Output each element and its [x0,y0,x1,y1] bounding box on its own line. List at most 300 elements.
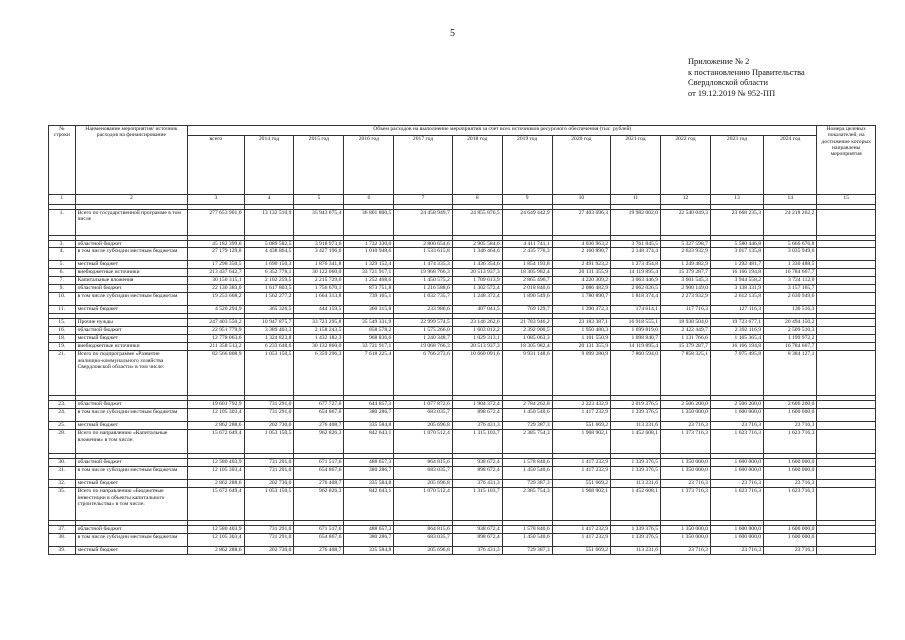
cell-amount: 1 053 150,5 [244,488,294,521]
cell-amount: 2 506 200,0 [661,401,711,409]
row-label: Капитальные вложения [75,277,188,285]
cell-amount: 3 138 331,9 [710,285,763,293]
cell-amount: 2 160 890,7 [552,248,610,261]
cell-amount: 23 668 235,3 [710,210,763,236]
cell-indicators [817,210,876,236]
cell-amount: 1 070 512,4 [394,430,452,454]
cell-amount: 2 392 900,5 [502,327,552,335]
cell-amount: 3 724 112,0 [764,277,817,285]
cell-amount: 677 727,6 [294,401,344,409]
cell-amount: 3 035 949,6 [764,248,817,261]
row-number: 25. [49,422,76,430]
cell-amount: 335 584,8 [344,422,394,430]
cell-total: 82 566 808,9 [188,351,244,396]
cell-amount: 2 491 923,2 [552,261,610,269]
cell-amount: 23 716,3 [710,547,763,555]
cell-amount: 24 458 949,7 [394,210,452,236]
cell-amount: 2 800 654,6 [394,241,452,248]
cell-amount: 1 350 000,0 [661,409,711,422]
cell-amount: 2 062 026,5 [611,285,661,293]
cell-amount: 2 158 243,5 [294,327,344,335]
cell-amount: 1 854 193,8 [502,261,552,269]
table-row [49,261,876,269]
cell-amount: 205 696,8 [394,422,452,430]
cell-amount: 1 533 615,8 [394,248,452,261]
cell-amount: 1 292 481,7 [710,261,763,269]
cell-amount: 671 517,6 [294,526,344,534]
cell-amount: 2 086 482,9 [552,285,610,293]
cell-amount: 23 716,3 [710,480,763,488]
cell-amount: 1 664 313,8 [294,293,344,306]
cell-amount: 1 053 150,5 [244,351,294,396]
row-number: 23. [49,401,76,409]
cell-amount: 33 723 295,8 [294,319,344,327]
cell-amount: 33 721 917,1 [344,269,394,277]
column-numbers-row [49,195,876,205]
cell-amount: 864 815,6 [394,526,452,534]
cell-amount: 731 291,0 [244,534,294,547]
header-year: 2022 год [661,136,711,195]
header-year: 2020 год [552,136,610,195]
cell-amount: 205 696,8 [394,480,452,488]
cell-amount: 376 431,3 [452,480,502,488]
cell-amount: 6 352 778,1 [244,269,294,277]
table-body [49,195,876,555]
cell-amount: 1 450 540,6 [502,534,552,547]
cell-total: 4 520 294,9 [188,306,244,314]
cell-total: 27 179 129,8 [188,248,244,261]
cell-amount: 6 233 648,6 [244,343,294,351]
cell-amount: 731 291,0 [244,401,294,409]
cell-amount: 1 950 480,3 [552,327,610,335]
cell-amount: 1 600 000,0 [710,526,763,534]
cell-indicators [817,248,876,261]
cell-total: 2 862 288,6 [188,480,244,488]
cell-amount: 864 815,6 [394,459,452,467]
cell-amount: 962 826,3 [294,488,344,521]
cell-amount: 2 784 262,8 [502,401,552,409]
cell-amount: 117 716,3 [661,306,711,314]
header-year: 2024 год [764,136,817,195]
row-number: 1. [49,210,76,236]
cell-amount: 16 166 194,8 [710,269,763,277]
cell-amount: 376 431,3 [452,422,502,430]
cell-indicators [817,319,876,327]
cell-total: 12 580 403,9 [188,459,244,467]
column-number: 9 [502,195,552,205]
cell-amount: 21 783 946,2 [502,319,552,327]
cell-amount: 5 089 582,5 [244,241,294,248]
row-number: 16. [49,327,76,335]
header-total: всего [188,136,244,195]
row-number: 11. [49,306,76,314]
cell-amount: 233 986,6 [394,306,452,314]
cell-amount: 2 273 932,9 [661,293,711,306]
row-number: 9. [49,285,76,293]
header-indicators: Номера целевых показателей, на достижение которых направлены мероприятия [817,126,876,195]
cell-amount: 1 600 000,0 [764,459,817,467]
cell-amount: 2 019 376,5 [611,401,661,409]
cell-amount: 842 643,1 [344,430,394,454]
table-row [49,547,876,555]
cell-amount: 23 716,3 [764,547,817,555]
header-row-number: № строки [49,126,76,195]
cell-amount: 360 315,8 [344,306,394,314]
cell-amount: 1 324 823,8 [244,335,294,343]
cell-amount: 1 339 376,5 [611,467,661,480]
header-span: Объем расходов на выполнение мероприятия за счет всех источников ресурсного обеспечения (тыс. рублей) [188,126,817,136]
cell-indicators [817,285,876,293]
cell-indicators [817,401,876,409]
row-number: 3. [49,241,76,248]
cell-amount: 551 669,2 [552,422,610,430]
cell-amount: 6 766 273,6 [394,351,452,396]
row-label: областной бюджет [75,401,188,409]
cell-amount: 1 165 365,4 [710,335,763,343]
row-number: 31. [49,467,76,480]
cell-amount: 1 432 182,3 [294,335,344,343]
cell-indicators [817,351,876,396]
cell-amount: 24 855 876,5 [452,210,502,236]
row-label: местный бюджет [75,306,188,314]
cell-amount: 7 975 495,8 [710,351,763,396]
cell-amount: 7 618 225,4 [344,351,394,396]
cell-amount: 3 017 135,8 [710,248,763,261]
column-number: 15 [817,195,876,205]
cell-amount: 1 876 341,8 [294,261,344,269]
cell-amount: 1 603 012,2 [452,327,502,335]
cell-amount: 1 131 766,6 [661,335,711,343]
cell-amount: 1 339 376,5 [611,409,661,422]
cell-amount: 276 408,7 [294,547,344,555]
column-number: 4 [244,195,294,205]
cell-amount: 16 784 667,7 [764,269,817,277]
cell-amount: 23 716,3 [710,422,763,430]
row-label: в том числе субсидии местным бюджетам [75,467,188,480]
cell-amount: 30 122 060,0 [294,269,344,277]
cell-amount: 962 826,3 [294,430,344,454]
cell-amount: 113 231,6 [611,547,661,555]
cell-amount: 1 600 000,0 [710,534,763,547]
row-label: Всего по направлению «Бюджетные инвестиции в объекты капитального строительства» в том числе: [75,488,188,521]
cell-amount: 968 836,6 [344,335,394,343]
cell-amount: 1 350 000,0 [661,526,711,534]
cell-indicators [817,241,876,248]
cell-total: 12 778 063,6 [188,335,244,343]
cell-amount: 407 041,5 [452,306,502,314]
cell-amount: 1 010 948,6 [344,248,394,261]
cell-amount: 35 943 075,4 [294,210,344,236]
cell-amount: 654 867,6 [294,409,344,422]
header-year: 2021 год [611,136,661,195]
cell-amount: 1 452 608,1 [611,430,661,454]
cell-amount: 23 183 387,1 [552,319,610,327]
cell-amount: 276 408,7 [294,422,344,430]
cell-amount: 4 036 963,2 [552,241,610,248]
cell-indicators [817,306,876,314]
cell-amount: 15 379 287,7 [661,343,711,351]
column-number: 7 [394,195,452,205]
cell-amount: 23 716,3 [661,547,711,555]
cell-amount: 1 216 588,6 [394,285,452,293]
cell-amount: 1 098 840,7 [611,335,661,343]
cell-amount: 1 417 232,9 [552,534,610,547]
cell-amount: 1 968 902,1 [552,430,610,454]
cell-amount: 1 617 803,5 [244,285,294,293]
cell-amount: 380 286,7 [344,534,394,547]
row-label: местный бюджет [75,422,188,430]
cell-amount: 3 063 446,9 [611,277,661,285]
cell-amount: 3 944 558,2 [710,277,763,285]
cell-amount: 1 474 335,3 [394,261,452,269]
cell-amount: 113 231,6 [611,422,661,430]
cell-indicators [817,327,876,335]
cell-amount: 1 600 000,0 [710,409,763,422]
column-number: 11 [611,195,661,205]
row-number: 10. [49,293,76,306]
cell-amount: 23 716,3 [661,422,711,430]
table-row [49,488,876,521]
cell-amount: 16 918 555,1 [611,319,661,327]
cell-amount: 2 018 840,6 [502,285,552,293]
cell-amount: 10 660 091,6 [452,351,502,396]
cell-amount: 35 549 331,9 [344,319,394,327]
row-label: Всего по подпрограмме «Развитие жилищно-коммунального хозяйства Свердловской области» в том числе: [75,351,188,396]
cell-total: 17 298 350,5 [188,261,244,269]
row-number: 28. [49,430,76,454]
cell-indicators [817,409,876,422]
table-row [49,335,876,343]
cell-amount: 731 291,0 [244,459,294,467]
cell-amount: 19 723 677,1 [710,319,763,327]
cell-amount: 2 905 584,6 [452,241,502,248]
cell-amount: 27 403 696,3 [552,210,610,236]
cell-amount: 1 085 063,3 [502,335,552,343]
cell-amount: 729 387,3 [502,422,552,430]
row-label: внебюджетные источники [75,343,188,351]
row-number: 4. [49,248,76,261]
row-number: 21. [49,351,76,396]
row-number: 18. [49,335,76,343]
row-number: 24. [49,409,76,422]
cell-amount: 1 600 000,0 [764,467,817,480]
table-row [49,343,876,351]
cell-amount: 380 286,7 [344,467,394,480]
cell-amount: 1 890 549,6 [502,293,552,306]
cell-amount: 7 858 325,1 [661,351,711,396]
table-row [49,480,876,488]
cell-amount: 1 732 330,0 [344,241,394,248]
cell-amount: 671 517,6 [294,459,344,467]
table-row [49,285,876,293]
cell-amount: 1 623 716,3 [764,488,817,521]
cell-amount: 4 438 864,5 [244,248,294,261]
cell-amount: 3 601 545,3 [661,277,711,285]
cell-amount: 113 231,6 [611,480,661,488]
cell-amount: 683 035,7 [394,534,452,547]
cell-total: 30 150 315,1 [188,277,244,285]
cell-amount: 1 756 670,1 [294,285,344,293]
cell-amount: 2 223 432,9 [552,401,610,409]
cell-amount: 1 315 103,7 [452,488,502,521]
table-row [49,422,876,430]
cell-amount: 23 716,3 [764,422,817,430]
column-number: 6 [344,195,394,205]
cell-amount: 8 384 127,1 [764,351,817,396]
cell-amount: 1 709 613,9 [452,277,502,285]
table-row [49,293,876,306]
table-row [49,306,876,314]
cell-amount: 24 649 442,9 [502,210,552,236]
page-number: 5 [450,28,455,39]
appendix-title: Приложение № 2 [688,57,750,66]
cell-amount: 14 119 895,4 [611,269,661,277]
cell-amount: 488 657,3 [344,459,394,467]
cell-amount: 13 132 510,9 [244,210,294,236]
cell-amount: 19 982 002,0 [611,210,661,236]
cell-amount: 23 146 262,6 [452,319,502,327]
cell-amount: 1 077 872,6 [394,401,452,409]
cell-amount: 335 584,8 [344,547,394,555]
cell-amount: 1 373 716,3 [661,430,711,454]
cell-amount: 365 326,5 [244,306,294,314]
cell-amount: 1 339 376,5 [611,459,661,467]
row-label: областной бюджет [75,241,188,248]
cell-amount: 1 032 735,7 [394,293,452,306]
cell-total: 2 862 288,6 [188,547,244,555]
row-label: местный бюджет [75,335,188,343]
cell-amount: 20 494 150,2 [764,319,817,327]
cell-amount: 1 199 972,2 [764,335,817,343]
row-label: областной бюджет [75,526,188,534]
cell-amount: 1 575 266,0 [394,327,452,335]
cell-amount: 2 148 374,4 [611,248,661,261]
cell-amount: 1 330 488,5 [764,261,817,269]
cell-total: 12 105 303,4 [188,467,244,480]
row-label: местный бюджет [75,261,188,269]
table-row [49,526,876,534]
cell-amount: 1 562 277,2 [244,293,294,306]
cell-total: 12 105 303,4 [188,534,244,547]
cell-amount: 1 249 482,9 [661,261,711,269]
cell-amount: 20 131 355,9 [552,343,610,351]
cell-amount: 1 818 374,4 [611,293,661,306]
cell-amount: 3 157 165,7 [764,285,817,293]
cell-amount: 3 427 196,6 [294,248,344,261]
cell-amount: 1 390 372,3 [552,306,610,314]
cell-amount: 2 422 449,7 [661,327,711,335]
row-label: областной бюджет [75,327,188,335]
header-year: 2015 год [294,136,344,195]
column-number: 5 [294,195,344,205]
table-row [49,401,876,409]
header-name: Наименование мероприятия/ источник расходов на финансирование [75,126,188,195]
cell-amount: 15 379 287,7 [661,269,711,277]
cell-indicators [817,534,876,547]
header-year: 2019 год [502,136,552,195]
table-row [49,430,876,454]
cell-amount: 898 672,4 [452,409,502,422]
cell-amount: 1 350 000,0 [661,459,711,467]
row-number: 5. [49,261,76,269]
cell-amount: 202 730,0 [244,480,294,488]
cell-indicators [817,547,876,555]
column-number: 13 [710,195,763,205]
cell-amount: 335 584,8 [344,480,394,488]
cell-amount: 2 865 496,7 [502,277,552,285]
cell-amount: 1 780 890,7 [552,293,610,306]
cell-amount: 20 513 937,3 [452,343,502,351]
cell-total: 12 580 403,9 [188,526,244,534]
cell-amount: 276 408,7 [294,480,344,488]
cell-amount: 20 513 937,3 [452,269,502,277]
cell-amount: 1 302 572,4 [452,285,502,293]
cell-amount: 1 240 348,7 [394,335,452,343]
cell-amount: 873 751,8 [344,285,394,293]
cell-amount: 1 373 716,3 [661,488,711,521]
cell-amount: 1 273 454,8 [611,261,661,269]
cell-amount: 898 672,4 [452,534,502,547]
cell-amount: 729 387,3 [502,480,552,488]
cell-amount: 14 119 895,4 [611,343,661,351]
row-label: Всего по государственной программе в том числе [75,210,188,236]
row-number: 39. [49,547,76,555]
table-row [49,210,876,236]
cell-amount: 654 867,6 [294,534,344,547]
cell-amount: 2 385 754,3 [502,488,552,521]
cell-indicators [817,488,876,521]
row-number: 35. [49,488,76,521]
expenditure-table [48,125,876,555]
cell-amount: 1 252 468,6 [344,277,394,285]
cell-amount: 4 411 741,1 [502,241,552,248]
table-row [49,277,876,285]
cell-amount: 9 099 280,9 [552,351,610,396]
cell-amount: 10 947 875,7 [244,319,294,327]
cell-amount: 1 339 376,5 [611,534,661,547]
cell-amount: 1 417 232,9 [552,467,610,480]
row-number: 6. [49,269,76,277]
cell-amount: 202 730,0 [244,547,294,555]
cell-amount: 19 068 766,3 [394,343,452,351]
cell-amount: 551 669,2 [552,547,610,555]
cell-amount: 5 580 446,8 [710,241,763,248]
row-number: 37. [49,526,76,534]
cell-amount: 2 506 200,0 [710,401,763,409]
table-row [49,351,876,396]
cell-indicators [817,422,876,430]
cell-amount: 5 327 598,7 [661,241,711,248]
row-label: в том числе субсидии местным бюджетам [75,534,188,547]
cell-amount: 6 359 296,3 [294,351,344,396]
cell-amount: 2 900 149,0 [661,285,711,293]
cell-amount: 36 801 800,5 [344,210,394,236]
cell-total: 22 951 779,9 [188,327,244,335]
cell-amount: 1 029 313,1 [452,335,502,343]
table-row [49,409,876,422]
cell-amount: 1 450 540,6 [502,467,552,480]
cell-total: 19 253 668,2 [188,293,244,306]
column-number: 12 [661,195,711,205]
cell-amount: 2 612 135,8 [710,293,763,306]
column-number: 3 [188,195,244,205]
cell-indicators [817,430,876,454]
appendix-header [688,57,898,99]
table-row [49,269,876,277]
cell-indicators [817,335,876,343]
cell-total: 277 653 901,0 [188,210,244,236]
cell-amount: 731 291,0 [244,467,294,480]
